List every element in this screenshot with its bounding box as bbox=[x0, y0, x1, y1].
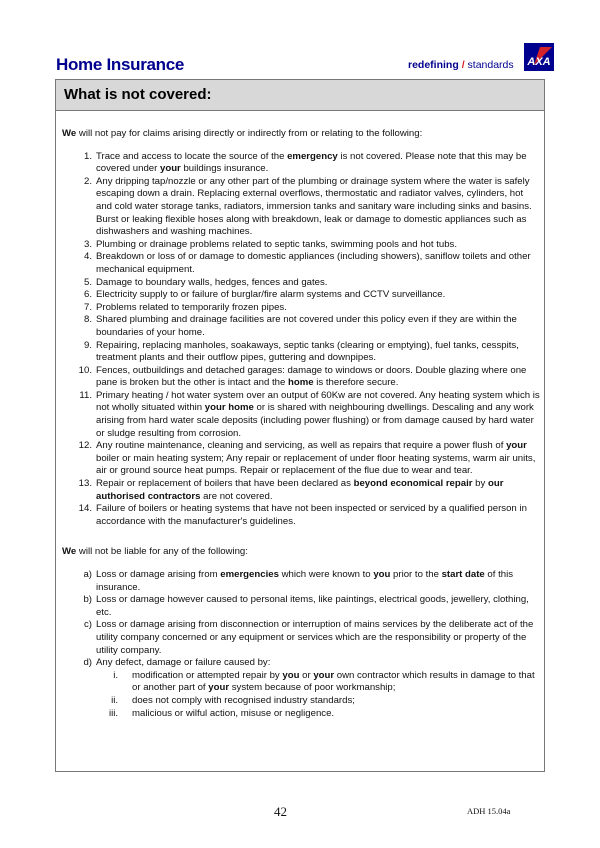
item-text: or bbox=[299, 669, 314, 681]
defined-term: your home bbox=[204, 402, 254, 414]
item-text: or is shared with neighbouring dwellings. Descaling and any work arising from hard water scale deposits (including power flushing) or from damage caused by hard water or sludge resulting from corrosion. bbox=[96, 402, 534, 439]
brand-tagline bbox=[408, 59, 514, 71]
intro-we: We bbox=[62, 128, 77, 139]
item-number: 14. bbox=[78, 503, 92, 515]
item-text: is therefore secure. bbox=[313, 377, 399, 389]
exclusion-item bbox=[62, 314, 540, 339]
item-text: Damage to boundary walls, hedges, fences and gates. bbox=[96, 276, 328, 288]
intro-we: We bbox=[62, 546, 77, 558]
item-number: 10. bbox=[78, 364, 92, 376]
item-text: Any defect, damage or failure caused by: bbox=[96, 657, 271, 669]
intro-text: will not be liable for any of the following: bbox=[76, 546, 248, 558]
exclusion-item bbox=[62, 340, 540, 365]
item-text: Repairing, replacing manholes, soakaways, septic tanks (clearing or emptying), fuel tanks, cesspits, treatment plants and their outflow pipes, guttering and downpipes. bbox=[96, 339, 519, 364]
lettered-exclusions-list bbox=[62, 569, 540, 670]
content-body bbox=[62, 122, 540, 720]
document-title: Home Insurance bbox=[56, 55, 185, 74]
item-text: own contractor which results in damage to that or another part of bbox=[132, 669, 535, 694]
defined-term: your bbox=[506, 440, 527, 452]
item-text: buildings insurance. bbox=[180, 163, 269, 175]
liability-item bbox=[62, 657, 540, 670]
item-number: 1. bbox=[83, 150, 92, 162]
item-text: is not covered. Please note that this may be covered under bbox=[96, 150, 527, 175]
tagline-rest: standards bbox=[467, 59, 514, 71]
defect-subitem bbox=[62, 670, 540, 695]
roman-subitems-list bbox=[62, 670, 540, 720]
item-number: c) bbox=[84, 619, 92, 631]
item-text: Trace and access to locate the source of the bbox=[96, 150, 288, 162]
item-number: i. bbox=[113, 669, 118, 681]
item-text: which were known to bbox=[278, 569, 374, 580]
item-text: Loss or damage however caused to personal items, like paintings, electrical goods, jewellery, clothing, etc. bbox=[96, 594, 529, 618]
item-number: 6. bbox=[83, 289, 92, 301]
item-number: 11. bbox=[79, 389, 92, 401]
item-text: modification or attempted repair by bbox=[132, 669, 283, 681]
item-text: does not comply with recognised industry standards; bbox=[132, 694, 355, 706]
item-number: 4. bbox=[83, 251, 92, 263]
exclusion-item bbox=[62, 151, 540, 176]
defined-term: our authorised contractors bbox=[96, 478, 504, 502]
item-number: d) bbox=[83, 657, 92, 669]
item-number: 2. bbox=[83, 175, 92, 187]
item-text: Any routine maintenance, cleaning and servicing, as well as repairs that require a power flush of bbox=[96, 440, 507, 452]
item-text: Loss or damage arising from disconnection or interruption of mains services by the deliberate act of the utility company concerned or any equipment or services which are the responsibility or property of the utility company. bbox=[96, 619, 534, 656]
item-number: ii. bbox=[111, 694, 118, 706]
intro-paragraph-1 bbox=[62, 128, 540, 141]
item-text: prior to the bbox=[390, 569, 442, 580]
item-number: 7. bbox=[83, 301, 92, 313]
item-text: boiler or main heating system; Any repair or replacement of under floor heating systems, warm air units, air or ground source heat pumps. Repair or replacement of the flue due to wear and tear. bbox=[96, 452, 536, 477]
item-text: by bbox=[472, 478, 488, 490]
item-text: Failure of boilers or heating systems that have not been inspected or serviced by a qualified person in accordance with the manufacturer's guidelines. bbox=[96, 503, 527, 527]
logo-text: AXA bbox=[527, 56, 551, 68]
tagline-slash: / bbox=[461, 59, 465, 71]
item-text: Shared plumbing and drainage facilities are not covered under this policy even if they are within the boundaries of your home. bbox=[96, 314, 517, 338]
section-banner bbox=[55, 79, 545, 111]
item-number: 5. bbox=[83, 276, 92, 288]
item-text: system because of poor workmanship; bbox=[229, 682, 396, 694]
defect-subitem bbox=[62, 695, 540, 708]
intro-paragraph-2 bbox=[62, 546, 540, 559]
item-number: b) bbox=[83, 594, 92, 606]
item-text: Breakdown or loss of or damage to domestic appliances (including showers), saniflow toilets and other mechanical equipment. bbox=[96, 251, 531, 275]
defined-term: you bbox=[373, 569, 391, 580]
item-text: Primary heating / hot water system over an output of 60Kw are not covered. Any heating system which is not wholly situated within bbox=[96, 389, 540, 414]
defined-term: home bbox=[288, 377, 314, 389]
exclusion-item bbox=[62, 365, 540, 390]
item-text: Problems related to temporarily frozen pipes. bbox=[96, 301, 287, 313]
intro-text: will not pay for claims arising directly or indirectly from or relating to the following: bbox=[76, 128, 423, 139]
axa-logo bbox=[524, 43, 554, 71]
item-number: iii. bbox=[108, 707, 118, 719]
item-text: malicious or wilful action, misuse or negligence. bbox=[132, 707, 335, 719]
item-number: 8. bbox=[83, 314, 92, 326]
liability-item bbox=[62, 569, 540, 594]
exclusion-item bbox=[62, 503, 540, 528]
page-number: 42 bbox=[274, 804, 287, 819]
defined-term: beyond economical repair bbox=[353, 478, 473, 490]
defect-subitem bbox=[62, 708, 540, 721]
item-text: Electricity supply to or failure of burglar/fire alarm systems and CCTV surveillance. bbox=[96, 289, 446, 301]
item-text: Any dripping tap/nozzle or any other part of the plumbing or drainage system where the water is safely escaping down a drain. Replacing external overflows, thermostatic and radiator valves, cylinders, hot and cold water storage tanks, radiators, immersion tanks and sanitary ware including sinks and basins. Burst or leaking flexible hoses along with breakdown, leak or damage to domestic appliances such as dishwashers and washing machines. bbox=[96, 175, 532, 238]
exclusion-item bbox=[62, 302, 540, 315]
exclusion-item bbox=[62, 289, 540, 302]
item-number: 3. bbox=[83, 238, 92, 250]
exclusion-item bbox=[62, 251, 540, 276]
exclusion-item bbox=[62, 239, 540, 252]
exclusion-item bbox=[62, 277, 540, 290]
exclusion-item bbox=[62, 440, 540, 478]
section-title: What is not covered: bbox=[64, 86, 212, 103]
tagline-bold: redefining bbox=[408, 59, 459, 71]
exclusion-item bbox=[62, 390, 540, 440]
liability-item bbox=[62, 594, 540, 619]
item-text: of this insurance. bbox=[96, 569, 514, 593]
item-text: Fences, outbuildings and detached garages: damage to windows or doors. Double glazing where one pane is broken but the other is intact and the bbox=[96, 364, 527, 389]
defined-term: you bbox=[282, 669, 300, 681]
item-number: 12. bbox=[78, 440, 92, 452]
item-number: a) bbox=[83, 569, 92, 580]
exclusion-item bbox=[62, 478, 540, 503]
item-text: are not covered. bbox=[200, 490, 273, 502]
item-number: 9. bbox=[83, 339, 92, 351]
defined-term: emergencies bbox=[220, 569, 279, 580]
item-text: Loss or damage arising from bbox=[96, 569, 221, 580]
liability-item bbox=[62, 619, 540, 657]
document-reference: ADH 15.04a bbox=[467, 806, 511, 816]
defined-term: your bbox=[208, 682, 230, 694]
item-number: 13. bbox=[78, 478, 92, 490]
item-text: Repair or replacement of boilers that have been declared as bbox=[96, 478, 354, 490]
defined-term: your bbox=[160, 163, 181, 175]
item-text: Plumbing or drainage problems related to septic tanks, swimming pools and hot tubs. bbox=[96, 238, 458, 250]
numbered-exclusions-list bbox=[62, 151, 540, 529]
exclusion-item bbox=[62, 176, 540, 239]
defined-term: emergency bbox=[287, 150, 338, 162]
defined-term: start date bbox=[441, 569, 485, 580]
defined-term: your bbox=[313, 669, 335, 681]
